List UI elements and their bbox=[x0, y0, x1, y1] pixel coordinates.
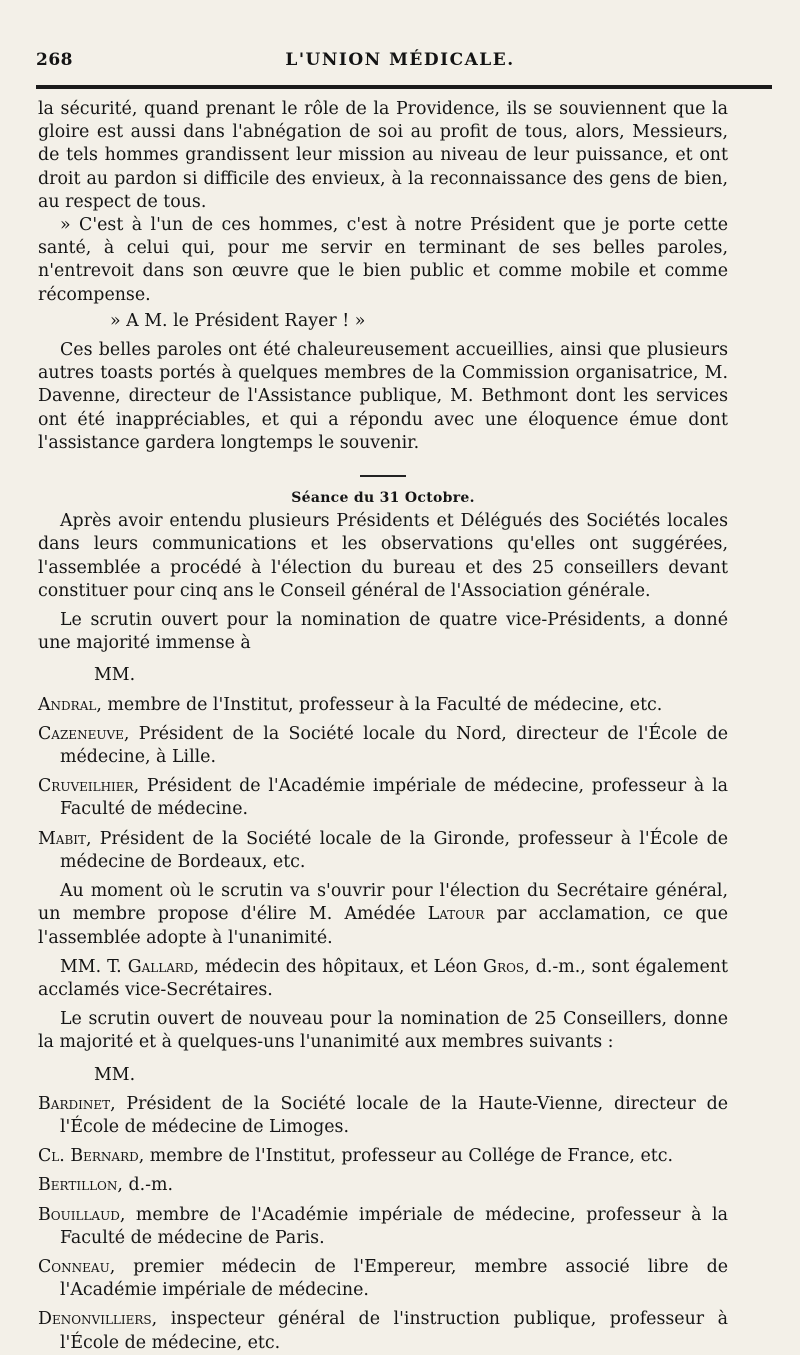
text-run: , d.-m., sont également acclamés vice-Secrétaires. bbox=[38, 956, 728, 1000]
list-item bbox=[38, 828, 728, 874]
member-name: Bertillon bbox=[38, 1175, 118, 1196]
page-header bbox=[36, 48, 764, 76]
list-item bbox=[38, 1145, 728, 1168]
member-name: Cazeneuve bbox=[38, 723, 124, 744]
paragraph bbox=[38, 956, 728, 1002]
member-desc: , membre de l'Académie impériale de médecine, professeur à la Faculté de médecine de Paris. bbox=[60, 1204, 728, 1248]
member-name: Andral bbox=[38, 694, 97, 715]
running-title: L'UNION MÉDICALE. bbox=[285, 50, 515, 70]
member-name: Denonvilliers bbox=[38, 1309, 152, 1330]
text-run: MM. T. bbox=[60, 956, 128, 977]
member-desc: , Président de l'Académie impériale de médecine, professeur à la Faculté de médecine. bbox=[60, 776, 728, 820]
list-item bbox=[38, 1256, 728, 1302]
member-desc: , membre de l'Institut, professeur au Collége de France, etc. bbox=[138, 1146, 674, 1167]
paragraph: la sécurité, quand prenant le rôle de la Providence, ils se souviennent que la gloire est aussi dans l'abnégation de soi au profit de tous, alors, Messieurs, de tels hommes grandissent leur mission au niveau de leur puissance, et ont droit au pardon si difficile des envieux, à la reconnaissance des gens de bien, au respect de tous. bbox=[38, 99, 728, 212]
text-run: par acclamation, ce que l'assemblée adopte à l'unanimité. bbox=[38, 904, 729, 948]
list-item bbox=[38, 1308, 728, 1354]
member-desc: , Président de la Société locale de la Haute-Vienne, directeur de l'École de médecine de Limoges. bbox=[60, 1093, 728, 1137]
page-number: 268 bbox=[36, 50, 73, 70]
member-desc: , Président de la Société locale du Nord, directeur de l'École de médecine, à Lille. bbox=[60, 723, 728, 768]
toast-line: » A M. le Président Rayer ! » bbox=[110, 310, 366, 331]
member-name: Gallard bbox=[127, 956, 194, 977]
text-run: , médecin des hôpitaux, et Léon bbox=[193, 956, 484, 977]
paragraph: Après avoir entendu plusieurs Présidents et Délégués des Sociétés locales dans leurs communications et les observations qu'elles ont suggérées, l'assemblée a procédé à l'élection du bureau et des 25 conseillers devant constituer pour cinq ans le Conseil général de l'Association générale. bbox=[38, 511, 728, 601]
member-name: Mabit bbox=[38, 828, 87, 849]
member-name: Gros bbox=[483, 956, 525, 977]
member-name: Cl. Bernard bbox=[38, 1146, 139, 1167]
header-rule bbox=[36, 85, 772, 89]
mm-label: MM. bbox=[94, 665, 136, 686]
member-desc: , inspecteur général de l'instruction publique, professeur à l'École de médecine, etc. bbox=[60, 1309, 728, 1353]
list-item bbox=[38, 1093, 728, 1139]
member-name: Conneau bbox=[38, 1256, 110, 1277]
list-item bbox=[38, 1174, 728, 1197]
list-item bbox=[38, 775, 728, 821]
paragraph: Le scrutin ouvert pour la nomination de quatre vice-Présidents, a donné une majorité immense à bbox=[38, 610, 728, 654]
body-text bbox=[38, 98, 728, 1355]
session-heading: Séance du 31 Octobre. bbox=[291, 490, 475, 507]
member-name: Bardinet bbox=[38, 1093, 111, 1114]
list-item bbox=[38, 694, 728, 717]
mm-label: MM. bbox=[94, 1064, 136, 1085]
member-name: Bouillaud bbox=[38, 1204, 120, 1225]
member-name: Cruveilhier bbox=[38, 776, 134, 797]
list-item bbox=[38, 723, 728, 769]
member-name: Latour bbox=[427, 904, 485, 925]
paragraph: Le scrutin ouvert de nouveau pour la nomination de 25 Conseillers, donne la majorité et à quelques-uns l'unanimité aux membres suivants : bbox=[38, 1009, 728, 1053]
section-separator bbox=[360, 475, 406, 477]
paragraph: » C'est à l'un de ces hommes, c'est à notre Président que je porte cette santé, à celui qui, pour me servir en terminant de ses belles paroles, n'entrevoit dans son œuvre que le bien public et comme mobile et comme récompense. bbox=[38, 215, 728, 305]
member-desc: , membre de l'Institut, professeur à la Faculté de médecine, etc. bbox=[96, 694, 663, 715]
list-item bbox=[38, 1204, 728, 1250]
member-desc: , Président de la Société locale de la Gironde, professeur à l'École de médecine de Bordeaux, etc. bbox=[60, 828, 728, 872]
paragraph: Ces belles paroles ont été chaleureusement accueillies, ainsi que plusieurs autres toasts portés à quelques membres de la Commission organisatrice, M. Davenne, directeur de l'Assistance publique, M. Bethmont dont les services ont été inappréciables, et qui a répondu avec une éloquence émue dont l'assistance gardera longtemps le souvenir. bbox=[38, 340, 728, 453]
member-desc: , premier médecin de l'Empereur, membre associé libre de l'Académie impériale de médecine. bbox=[60, 1256, 728, 1301]
text-run: Au moment où le scrutin va s'ouvrir pour l'élection du Secrétaire général, un membre propose d'élire M. Amédée bbox=[38, 881, 728, 925]
paragraph bbox=[38, 880, 728, 950]
member-desc: , d.-m. bbox=[117, 1175, 174, 1196]
